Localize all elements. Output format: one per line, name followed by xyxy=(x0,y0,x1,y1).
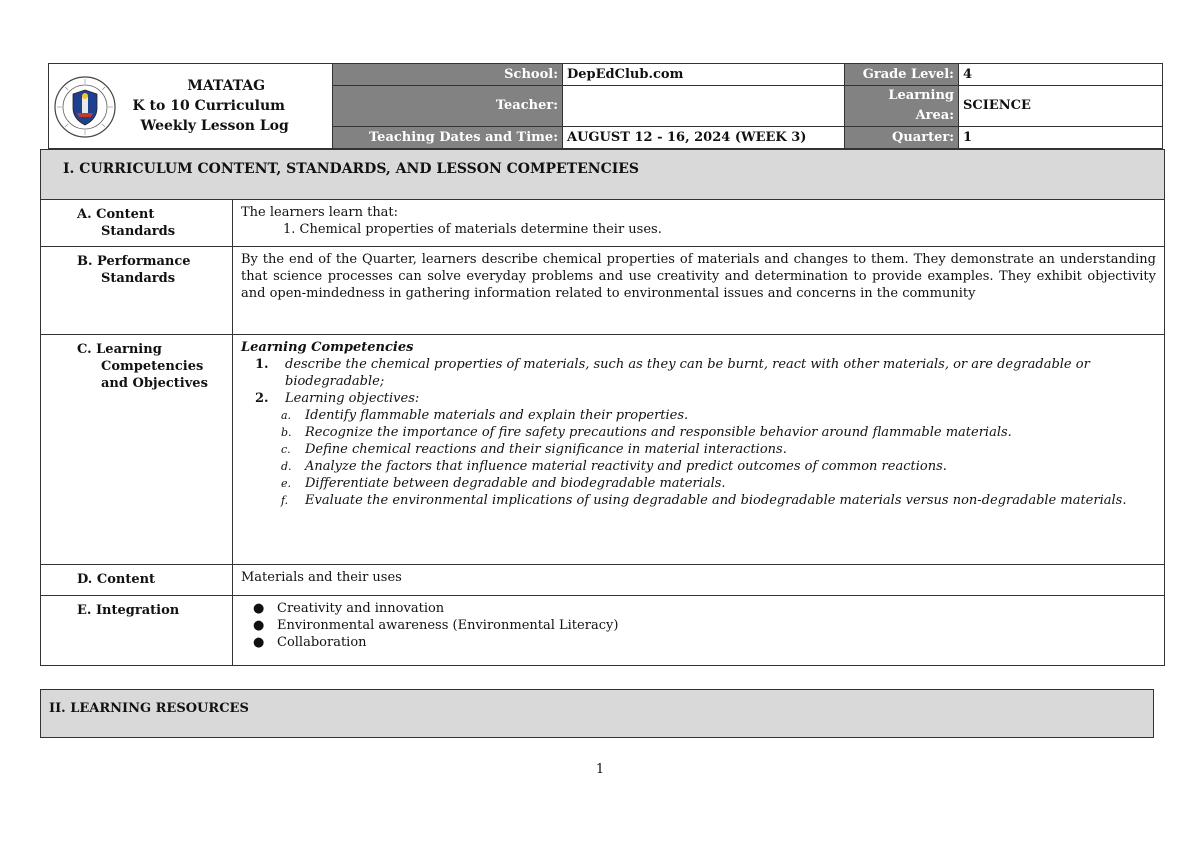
performance-standards-label: B. Performance Standards xyxy=(41,247,233,335)
integration-cell xyxy=(233,596,1165,666)
deped-seal-icon xyxy=(53,75,117,139)
content-standards-item: 1. Chemical properties of materials determine their uses. xyxy=(283,222,662,237)
competencies-heading: Learning Competencies xyxy=(241,340,414,355)
integration-item: ● Creativity and innovation xyxy=(253,601,445,616)
section-1-title: I. CURRICULUM CONTENT, STANDARDS, AND LESSON COMPETENCIES xyxy=(41,150,1165,200)
objective-item: c. Define chemical reactions and their significance in material interactions. xyxy=(281,442,787,457)
competency-item-2: 2. Learning objectives: xyxy=(255,391,420,406)
brand-cell xyxy=(121,64,333,149)
content-label: D. Content xyxy=(41,565,233,596)
logo-cell xyxy=(49,64,121,149)
integration-item: ● Environmental awareness (Environmental Literacy) xyxy=(253,618,619,633)
learning-area-value: SCIENCE xyxy=(959,86,1163,127)
teaching-dates-value: AUGUST 12 - 16, 2024 (WEEK 3) xyxy=(563,127,845,149)
objective-item: e. Differentiate between degradable and biodegradable materials. xyxy=(281,476,726,491)
bullet-icon: ● xyxy=(253,618,265,633)
section-curriculum-table xyxy=(40,149,1165,666)
bullet-icon: ● xyxy=(253,635,265,650)
brand-curriculum: K to 10 Curriculum xyxy=(132,98,285,114)
brand-title: MATATAG xyxy=(187,78,266,94)
content-standards-intro: The learners learn that: xyxy=(241,205,399,220)
teacher-label: Teacher: xyxy=(333,86,563,127)
competency-item-1: 1. describe the chemical properties of materials, such as they can be burnt, react with other materials, or are degradable or biodegradable; xyxy=(255,357,1090,389)
bullet-icon: ● xyxy=(253,601,265,616)
brand-subtitle: Weekly Lesson Log xyxy=(140,118,289,134)
learning-competencies-cell xyxy=(233,335,1165,565)
objective-item: d. Analyze the factors that influence material reactivity and predict outcomes of common reactions. xyxy=(281,459,947,474)
quarter-label: Quarter: xyxy=(845,127,959,149)
learning-competencies-label: C. Learning Competencies and Objectives xyxy=(41,335,233,565)
integration-label: E. Integration xyxy=(41,596,233,666)
performance-standards-text: By the end of the Quarter, learners describe chemical properties of materials and changes to them. They demonstrate an understanding that science processes can solve everyday problems and use creativity and determination to provide examples. They exhibit objectivity and open-mindedness in gathering information related to environmental issues and concerns in the community xyxy=(233,247,1165,335)
grade-level-value: 4 xyxy=(959,64,1163,86)
teaching-dates-label: Teaching Dates and Time: xyxy=(333,127,563,149)
content-standards-label: A. Content Standards xyxy=(41,200,233,247)
school-value: DepEdClub.com xyxy=(563,64,845,86)
page-number: 1 xyxy=(595,762,605,777)
content-standards-cell xyxy=(233,200,1165,247)
header-table xyxy=(48,63,1163,149)
grade-level-label: Grade Level: xyxy=(845,64,959,86)
content-text: Materials and their uses xyxy=(233,565,1165,596)
learning-area-label: Learning Area: xyxy=(845,86,959,127)
integration-item: ● Collaboration xyxy=(253,635,367,650)
objective-item: f. Evaluate the environmental implications of using degradable and biodegradable materials versus non-degradable materials. xyxy=(281,493,1127,508)
school-label: School: xyxy=(333,64,563,86)
section-2-title: II. LEARNING RESOURCES xyxy=(40,689,1154,738)
objective-item: a. Identify flammable materials and explain their properties. xyxy=(281,408,689,423)
objective-item: b. Recognize the importance of fire safety precautions and responsible behavior around flammable materials. xyxy=(281,425,1012,440)
quarter-value: 1 xyxy=(959,127,1163,149)
teacher-value xyxy=(563,86,845,127)
